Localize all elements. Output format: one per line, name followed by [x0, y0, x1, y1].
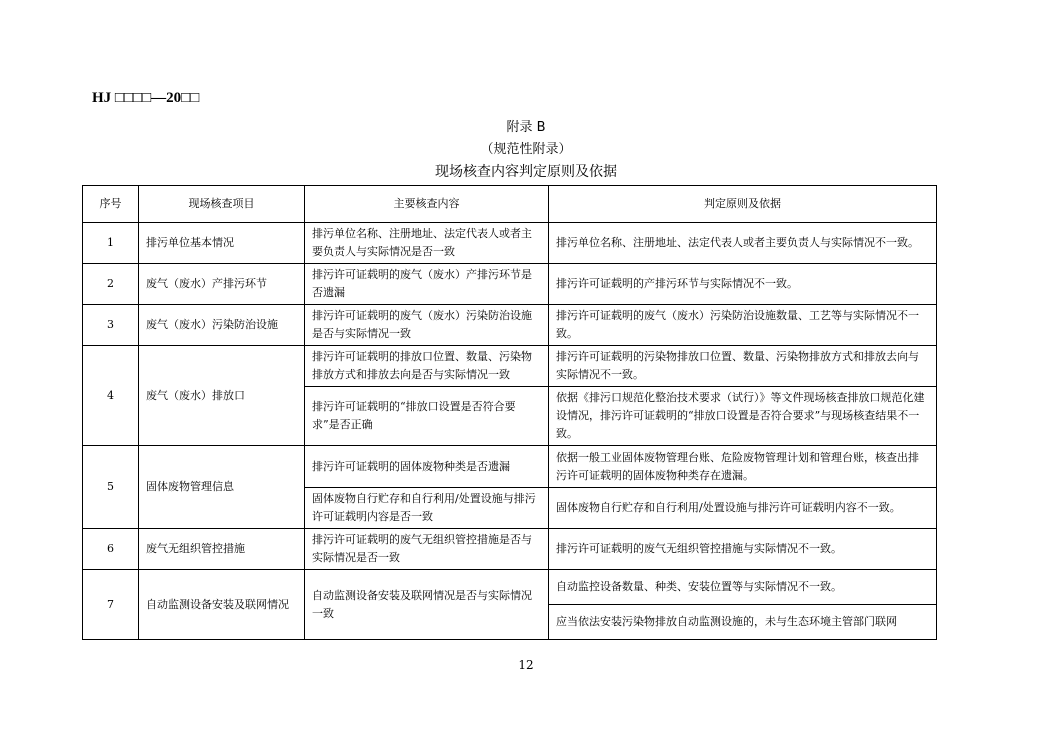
row-principle: 依据一般工业固体废物管理台账、危险废物管理计划和管理台账，核查出排污许可证载明的固体废物种类存在遗漏。: [549, 446, 937, 488]
row-content: 排污许可证载明的废气（废水）污染防治设施是否与实际情况一致: [305, 305, 549, 346]
row-principle: 固体废物自行贮存和自行利用/处置设施与排污许可证载明内容不一致。: [549, 488, 937, 529]
row-content: 排污单位名称、注册地址、法定代表人或者主要负责人与实际情况是否一致: [305, 223, 549, 264]
header-cell-item: 现场核查项目: [139, 186, 305, 223]
row-content: 排污许可证载明的废气无组织管控措施是否与实际情况是否一致: [305, 529, 549, 570]
row-item: 废气（废水）污染防治设施: [139, 305, 305, 346]
header-cell-principle: 判定原则及依据: [549, 186, 937, 223]
header-cell-content: 主要核查内容: [305, 186, 549, 223]
row-principle: 排污许可证载明的产排污环节与实际情况不一致。: [549, 264, 937, 305]
row-number: 5: [83, 446, 139, 529]
table-row: [83, 305, 937, 346]
row-item: 固体废物管理信息: [139, 446, 305, 529]
row-principle: 自动监控设备数量、种类、安装位置等与实际情况不一致。: [549, 570, 937, 605]
row-item: 废气无组织管控措施: [139, 529, 305, 570]
row-principle: 排污单位名称、注册地址、法定代表人或者主要负责人与实际情况不一致。: [549, 223, 937, 264]
row-principle: 应当依法安装污染物排放自动监测设施的，未与生态环境主管部门联网: [549, 605, 937, 640]
row-item: 排污单位基本情况: [139, 223, 305, 264]
row-content: 排污许可证载明的废气（废水）产排污环节是否遗漏: [305, 264, 549, 305]
appendix-type: （规范性附录）: [480, 142, 572, 157]
inspection-table: [82, 185, 937, 640]
row-content: 排污许可证载明的排放口位置、数量、污染物排放方式和排放去向是否与实际情况一致: [305, 346, 549, 387]
row-principle: 排污许可证载明的污染物排放口位置、数量、污染物排放方式和排放去向与实际情况不一致。: [549, 346, 937, 387]
header-cell-no: 序号: [83, 186, 139, 223]
row-number: 3: [83, 305, 139, 346]
table-title: 现场核查内容判定原则及依据: [435, 164, 617, 180]
row-item: 废气（废水）产排污环节: [139, 264, 305, 305]
page-code: HJ □□□□—20□□: [92, 90, 200, 106]
row-content: 自动监测设备安装及联网情况是否与实际情况一致: [305, 570, 549, 640]
appendix-label: 附录 B: [506, 120, 546, 135]
row-number: 4: [83, 346, 139, 446]
row-principle: 排污许可证载明的废气无组织管控措施与实际情况不一致。: [549, 529, 937, 570]
row-content: 排污许可证载明的“排放口设置是否符合要求”是否正确: [305, 387, 549, 446]
table-row: [83, 264, 937, 305]
row-content: 排污许可证载明的固体废物种类是否遗漏: [305, 446, 549, 488]
row-number: 7: [83, 570, 139, 640]
row-number: 1: [83, 223, 139, 264]
row-item: 废气（废水）排放口: [139, 346, 305, 446]
row-content: 固体废物自行贮存和自行利用/处置设施与排污许可证载明内容是否一致: [305, 488, 549, 529]
row-number: 6: [83, 529, 139, 570]
row-principle: 排污许可证载明的废气（废水）污染防治设施数量、工艺等与实际情况不一致。: [549, 305, 937, 346]
table-row: [83, 529, 937, 570]
table-row: [83, 446, 937, 488]
row-principle: 依据《排污口规范化整治技术要求（试行）》等文件现场核查排放口规范化建设情况，排污许可证载明的“排放口设置是否符合要求”与现场核查结果不一致。: [549, 387, 937, 446]
table-row: [83, 570, 937, 605]
row-item: 自动监测设备安装及联网情况: [139, 570, 305, 640]
table-row: [83, 346, 937, 387]
table-header-row: [83, 186, 937, 223]
row-number: 2: [83, 264, 139, 305]
page-number: 12: [518, 658, 534, 672]
table-row: [83, 223, 937, 264]
